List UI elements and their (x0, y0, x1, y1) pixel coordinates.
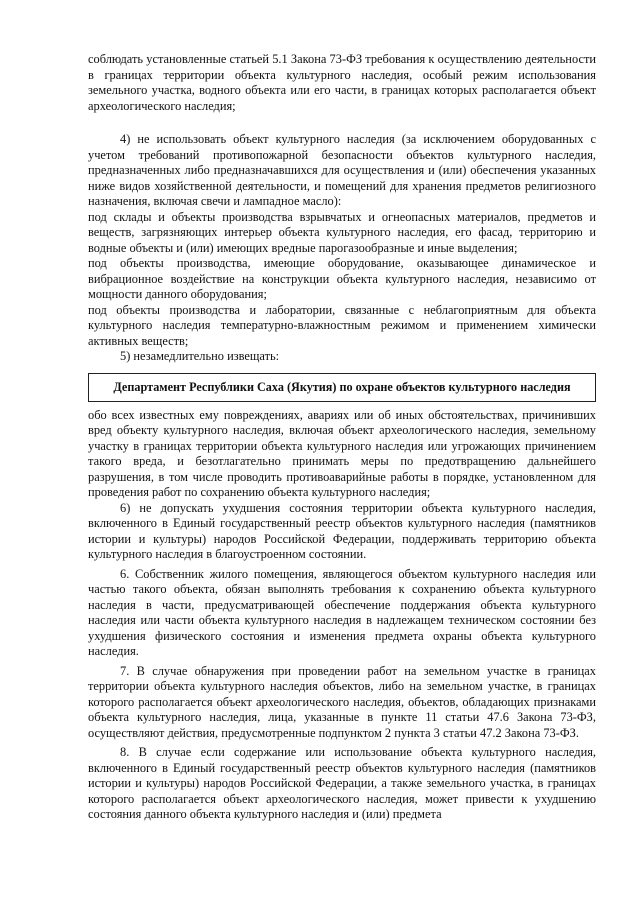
section-8-paragraph: 8. В случае если содержание или использование объекта культурного наследия, включенного в Единый государственный реестр объектов культурного наследия (памятников истории и культуры) народов Российской Федерации, а также земельного участка, в границах которого располагается объект археологического наследия, может привести к ухудшению состояния данного объекта культурного наследия и (или) предмета (88, 745, 596, 821)
item-5-text: обо всех известных ему повреждениях, авариях или об иных обстоятельствах, причинивших вред объекту культурного наследия, включая объект археологического наследия, земельному участку в границах территории объекта культурного наследия или угрожающих причинением такого вреда, и безотлагательно принимать меры по предотвращению дальнейшего разрушения, в том числе проводить противоаварийные работы в порядке, установленном для проведения работ по сохранению объекта культурного наследия; (88, 407, 596, 499)
intro-paragraph: соблюдать установленные статьей 5.1 Закона 73-ФЗ требования к осуществлению деятельности в границах территории объекта культурного наследия, особый режим использования земельного участка, водного объекта или его части, в границах которых располагается объект археологического наследия; (88, 52, 596, 113)
item-6-paragraph: 6) не допускать ухудшения состояния территории объекта культурного наследия, включенного в Единый государственный реестр объектов культурного наследия (памятников истории и культуры) народов Российской Федерации, поддерживать территорию объекта культурного наследия в благоустроенном состоянии. (88, 500, 596, 561)
item-4-paragraph: 4) не использовать объект культурного наследия (за исключением оборудованных с учетом требований противопожарной безопасности объектов культурного наследия, предназначенных либо предназначавшихся для осуществления и (или) обеспечения указанных ниже видов хозяйственной деятельности, и помещений для хранения предметов религиозного назначения, включая свечи и лампадное масло): (88, 132, 596, 208)
item-4-subitem-production: под объекты производства, имеющие оборудование, оказывающее динамическое и вибрационное воздействие на конструкции объекта культурного наследия, независимо от мощности данного оборудования; (88, 256, 596, 301)
document-body (88, 52, 596, 823)
item-4-subitem-laboratories: под объекты производства и лаборатории, связанные с неблагоприятным для объекта культурного наследия температурно-влажностным режимом и применением химически активных веществ; (88, 302, 596, 348)
item-4-subitem-warehouses: под склады и объекты производства взрывчатых и огнеопасных материалов, предметов и веществ, загрязняющих интерьер объекта культурного наследия, его фасад, территорию и водные объекты и (или) имеющих вредные парогазообразные и иные выделения; (88, 209, 596, 255)
section-6-paragraph: 6. Собственник жилого помещения, являющегося объектом культурного наследия или частью такого объекта, обязан выполнять требования к сохранению объекта культурного наследия в части, предусматривающей обеспечение поддержания объекта культурного наследия или части объекта культурного наследия в надлежащем техническом состоянии без ухудшения физического состояния и изменения предмета охраны объекта культурного наследия. (88, 566, 596, 658)
section-7-paragraph: 7. В случае обнаружения при проведении работ на земельном участке в границах территории объекта культурного наследия объектов, либо на земельном участке, в границах которого располагается объект археологического наследия, объектов, обладающих признаками объекта культурного наследия, лица, указанные в пункте 11 статьи 47.6 Закона 73-ФЗ, осуществляют действия, предусмотренные подпунктом 2 пункта 3 статьи 47.2 Закона 73-ФЗ. (88, 663, 596, 740)
item-5-paragraph: 5) незамедлительно извещать: (120, 349, 280, 363)
department-name-box: Департамент Республики Саха (Якутия) по охране объектов культурного наследия (88, 373, 596, 402)
